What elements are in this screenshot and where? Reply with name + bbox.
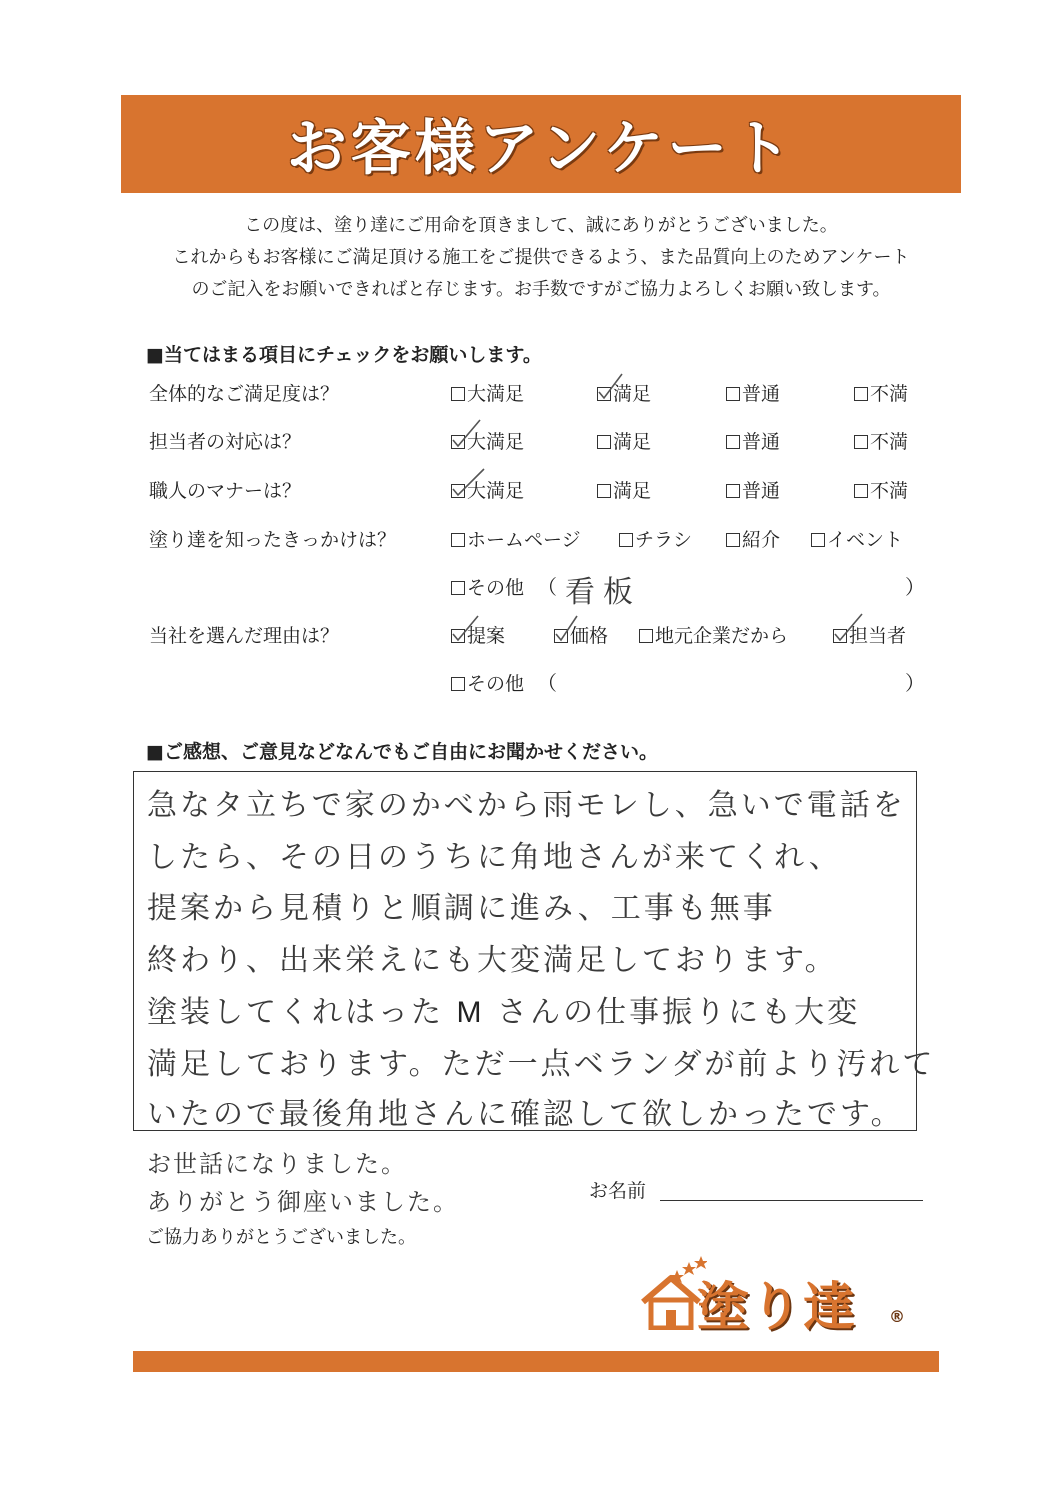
option-craftsman-unsatisfied[interactable]: 不満 (854, 476, 908, 503)
checkbox[interactable] (854, 484, 868, 498)
name-field[interactable] (660, 1200, 923, 1201)
brand-logo (637, 1250, 927, 1340)
intro-line-1: この度は、塗り達にご用命を頂きまして、誠にありがとうございました。 (244, 215, 838, 236)
comment-line-7: いたので最後角地さんに確認して欲しかったです。 (147, 1097, 904, 1132)
registered-mark: ® (889, 1307, 905, 1326)
paren-open: （ (537, 575, 557, 599)
checkbox[interactable] (619, 533, 633, 547)
question-overall: 全体的なご満足度は？ (149, 383, 340, 405)
option-source-flyer[interactable]: チラシ (619, 525, 692, 552)
checkbox[interactable] (451, 533, 465, 547)
checkbox[interactable] (451, 387, 465, 401)
source-other-answer[interactable]: 看板 (565, 575, 641, 610)
paren-close: ） (905, 575, 925, 599)
section-checklist-heading: ■当てはまる項目にチェックをお願いします。 (146, 344, 542, 366)
intro-line-2: これからもお客様にご満足頂ける施工をご提供できるよう、また品質向上のためアンケート (172, 247, 910, 268)
checkbox-checked[interactable] (451, 484, 465, 498)
intro-line-3: のご記入をお願いできればと存じます。お手数ですがご協力よろしくお願い致します。 (191, 279, 891, 300)
checkbox[interactable] (854, 435, 868, 449)
comment-line-6: 満足しております。ただ一点ベランダが前より汚れて (147, 1047, 936, 1082)
checkbox-checked[interactable] (451, 629, 465, 643)
checkbox-checked[interactable] (597, 387, 611, 401)
after-note-line-2: ありがとう御座いました。 (147, 1188, 459, 1216)
checkbox[interactable] (811, 533, 825, 547)
option-craftsman-very-satisfied[interactable]: 大満足 (451, 476, 524, 503)
title-banner (121, 95, 961, 193)
paren-close: ） (905, 671, 925, 695)
page-title: お客様アンケート (286, 114, 796, 184)
question-staff: 担当者の対応は？ (149, 431, 302, 453)
checkbox[interactable] (597, 435, 611, 449)
checkbox-checked[interactable] (833, 629, 847, 643)
option-reason-local-company[interactable]: 地元企業だから (639, 621, 788, 648)
comment-line-5: 塗装してくれはった M さんの仕事振りにも大変 (147, 995, 861, 1030)
option-craftsman-satisfied[interactable]: 満足 (597, 476, 651, 503)
checkbox[interactable] (451, 581, 465, 595)
checkbox[interactable] (639, 629, 653, 643)
option-source-referral[interactable]: 紹介 (726, 525, 780, 552)
checkbox[interactable] (726, 533, 740, 547)
check-mark-icon (450, 469, 478, 499)
option-source-homepage[interactable]: ホームページ (451, 525, 581, 552)
checkbox-checked[interactable] (451, 435, 465, 449)
option-reason-other[interactable]: その他 (451, 669, 524, 696)
checkbox[interactable] (451, 677, 465, 691)
option-craftsman-normal[interactable]: 普通 (726, 476, 780, 503)
comment-line-1: 急なタ立ちで家のかべから雨モレし、急いで電話を (147, 788, 906, 823)
question-craftsman: 職人のマナーは？ (149, 480, 302, 502)
option-reason-price[interactable]: 価格 (554, 621, 608, 648)
footer-bar (133, 1351, 939, 1372)
name-label: お名前 (589, 1180, 647, 1202)
comment-line-3: 提案から見積りと順調に進み、工事も無事 (147, 891, 776, 926)
checkbox[interactable] (597, 484, 611, 498)
check-mark-icon (596, 372, 624, 402)
option-reason-staff[interactable]: 担当者 (833, 621, 906, 648)
option-staff-satisfied[interactable]: 満足 (597, 427, 651, 454)
comment-line-4: 終わり、出来栄えにも大変満足しております。 (147, 943, 838, 978)
checkbox[interactable] (726, 484, 740, 498)
paren-open: （ (537, 671, 557, 695)
question-reason: 当社を選んだ理由は？ (149, 625, 340, 647)
option-source-other[interactable]: その他 (451, 573, 524, 600)
after-note-line-1: お世話になりました。 (147, 1150, 407, 1178)
option-staff-normal[interactable]: 普通 (726, 427, 780, 454)
thanks-text: ご協力ありがとうございました。 (146, 1227, 416, 1248)
question-source: 塗り達を知ったきっかけは？ (149, 529, 397, 551)
option-source-event[interactable]: イベント (811, 525, 903, 552)
check-mark-icon (450, 420, 478, 450)
checkbox[interactable] (726, 435, 740, 449)
option-reason-proposal[interactable]: 提案 (451, 621, 505, 648)
option-staff-unsatisfied[interactable]: 不満 (854, 427, 908, 454)
staff-initial: M (456, 996, 485, 1029)
checkbox-checked[interactable] (554, 629, 568, 643)
comment-line-2: したら、その日のうちに角地さんが来てくれ、 (147, 840, 842, 875)
option-overall-unsatisfied[interactable]: 不満 (854, 379, 908, 406)
section-comments-heading: ■ご感想、ご意見などなんでもご自由にお聞かせください。 (146, 741, 658, 763)
option-overall-very-satisfied[interactable]: 大満足 (451, 379, 524, 406)
checkbox[interactable] (854, 387, 868, 401)
check-mark-icon (450, 614, 478, 644)
logo-text: 塗り達 (697, 1278, 857, 1338)
checkbox[interactable] (726, 387, 740, 401)
check-mark-icon (553, 614, 581, 644)
option-overall-normal[interactable]: 普通 (726, 379, 780, 406)
check-mark-icon (832, 614, 860, 644)
option-staff-very-satisfied[interactable]: 大満足 (451, 427, 524, 454)
option-overall-satisfied[interactable]: 満足 (597, 379, 651, 406)
